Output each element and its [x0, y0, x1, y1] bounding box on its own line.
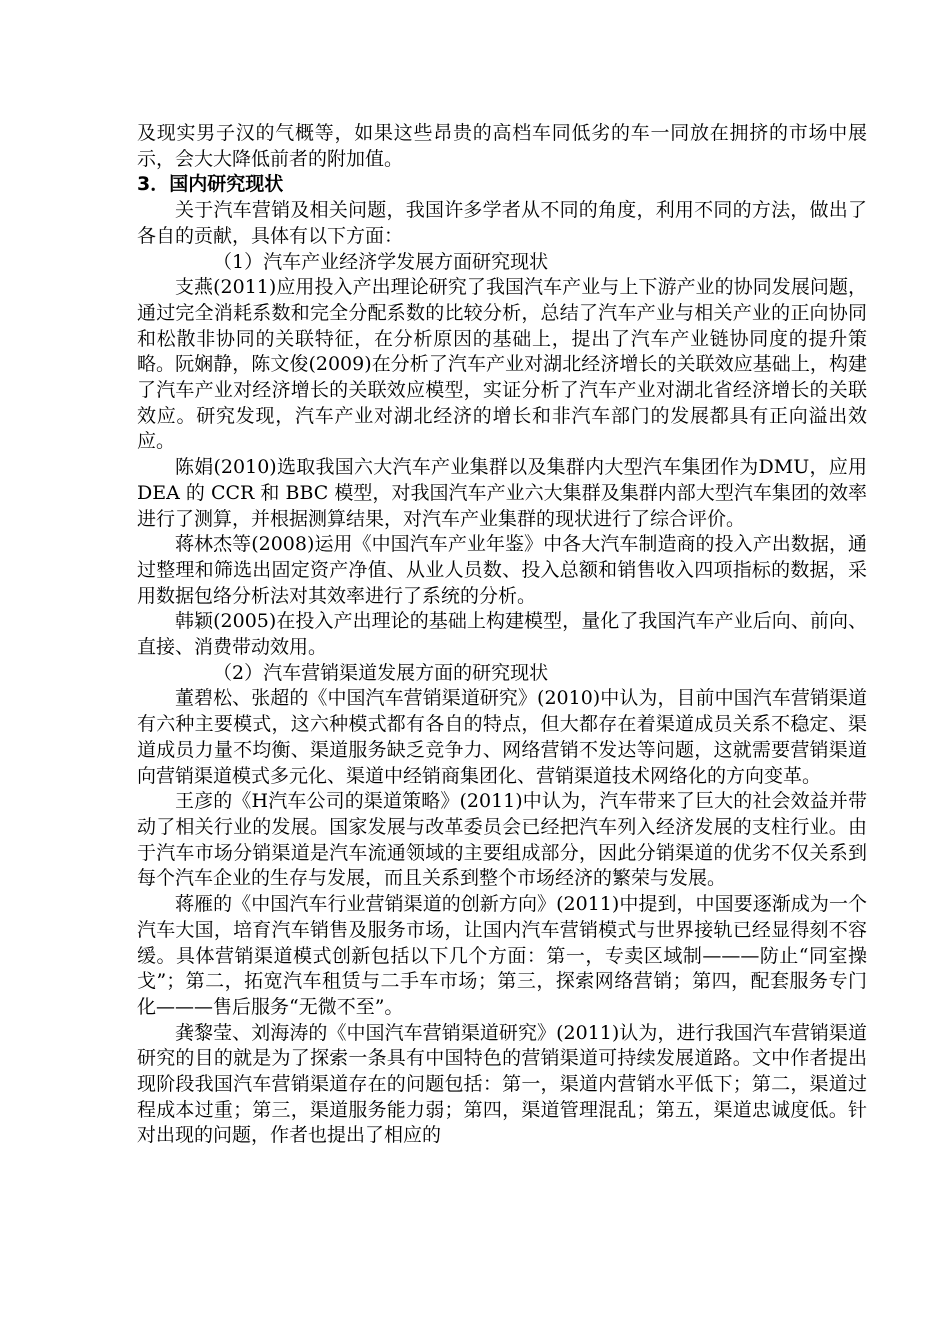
- document-page: [137, 121, 867, 1149]
- paragraph-han-ying: 韩颖(2005)在投入产出理论的基础上构建模型，量化了我国汽车产业后向、前向、直接、消费带动效用。: [137, 610, 867, 659]
- subheading-industry-economics: （1）汽车产业经济学发展方面研究现状: [213, 250, 549, 273]
- paragraph-chen-juan: 陈娟(2010)选取我国六大汽车产业集群以及集群内大型汽车集团作为DMU，应用 DEA 的 CCR 和 BBC 模型，对我国汽车产业六大集群及集群内部大型汽车集团的效率进行了测算，并根据测算结果，对汽车产业集群的现状进行了综合评价。: [137, 456, 867, 530]
- paragraph-jiang-yan: 蒋雁的《中国汽车行业营销渠道的创新方向》(2011)中提到，中国要逐渐成为一个汽车大国，培育汽车销售及服务市场，让国内汽车营销模式与世界接轨已经显得刻不容缓。具体营销渠道模式创新包括以下几个方面：第一，专卖区域制———防止“同室操戈”；第二，拓宽汽车租赁与二手车市场；第三，探索网络营销；第四，配套服务专门化———售后服务“无微不至”。: [137, 893, 867, 1018]
- paragraph-jiang-linjie: 蒋林杰等(2008)运用《中国汽车产业年鉴》中各大汽车制造商的投入产出数据，通过整理和筛选出固定资产净值、从业人员数、投入总额和销售收入四项指标的数据，采用数据包络分析法对其效率进行了系统的分析。: [137, 533, 867, 607]
- paragraph-continuation: 及现实男子汉的气概等，如果这些昂贵的高档车同低劣的车一同放在拥挤的市场中展示，会大大降低前者的附加值。: [137, 122, 867, 170]
- paragraph-gong-liying: 龚黎莹、刘海涛的《中国汽车营销渠道研究》(2011)认为，进行我国汽车营销渠道研究的目的就是为了探索一条具有中国特色的营销渠道可持续发展道路。文中作者提出现阶段我国汽车营销渠道存在的问题包括：第一，渠道内营销水平低下；第二，渠道过程成本过重；第三，渠道服务能力弱；第四，渠道管理混乱；第五，渠道忠诚度低。针对出现的问题，作者也提出了相应的: [137, 1021, 867, 1147]
- paragraph-dong-bisong: 董碧松、张超的《中国汽车营销渠道研究》(2010)中认为，目前中国汽车营销渠道有六种主要模式，这六种模式都有各自的特点，但大都存在着渠道成员关系不稳定、渠道成员力量不均衡、渠道服务缺乏竞争力、网络营销不发达等问题，这就需要营销渠道向营销渠道模式多元化、渠道中经销商集团化、营销渠道技术网络化的方向变革。: [137, 687, 867, 787]
- paragraph-intro: 关于汽车营销及相关问题，我国许多学者从不同的角度，利用不同的方法，做出了各自的贡献，具体有以下方面：: [137, 199, 867, 247]
- section-heading-domestic-research: 3．国内研究现状: [137, 173, 284, 196]
- subheading-marketing-channels: （2）汽车营销渠道发展方面的研究现状: [213, 661, 549, 684]
- paragraph-zhi-yan: 支燕(2011)应用投入产出理论研究了我国汽车产业与上下游产业的协同发展问题，通过完全消耗系数和完全分配系数的比较分析，总结了汽车产业与相关产业的正向协同和松散非协同的关联特征，在分析原因的基础上，提出了汽车产业链协同度的提升策略。阮娴静，陈文俊(2009)在分析了汽车产业对湖北经济增长的关联效应基础上，构建了汽车产业对经济增长的关联效应模型，实证分析了汽车产业对湖北省经济增长的关联效应。研究发现，汽车产业对湖北经济的增长和非汽车部门的发展都具有正向溢出效应。: [137, 276, 867, 453]
- paragraph-wang-yan: 王彦的《H汽车公司的渠道策略》(2011)中认为，汽车带来了巨大的社会效益并带动了相关行业的发展。国家发展与改革委员会已经把汽车列入经济发展的支柱行业。由于汽车市场分销渠道是汽车流通领域的主要组成部分，因此分销渠道的优劣不仅关系到每个汽车企业的生存与发展，而且关系到整个市场经济的繁荣与发展。: [137, 790, 867, 890]
